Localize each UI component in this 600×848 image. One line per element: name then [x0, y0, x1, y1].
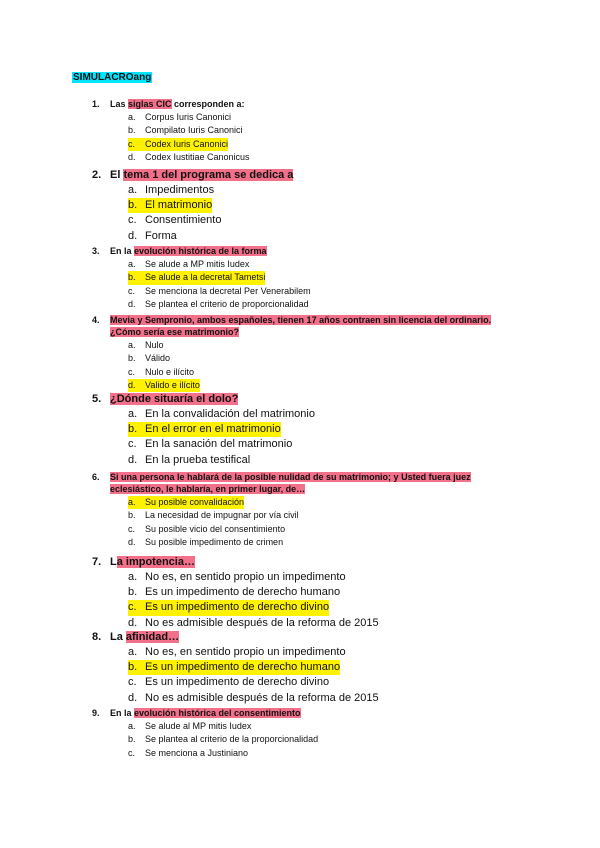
option: d. Valido e ilícito — [128, 379, 532, 392]
highlight: Mevia y Sempronio, ambos españoles, tienen 17 años contraen sin licencia del ordinario. — [110, 315, 492, 325]
option-list — [128, 645, 532, 706]
option: b. Se alude a la decretal Tametsi — [128, 271, 532, 284]
option: d. En la prueba testifical — [128, 453, 251, 466]
highlight: ¿Dónde situaría el dolo? — [110, 393, 239, 405]
option-list — [128, 407, 532, 468]
option: b. Es un impedimento de derecho humano — [128, 586, 341, 599]
highlight: ¿Cómo sería ese matrimonio? — [110, 327, 240, 337]
option: a. Impedimentos — [128, 184, 215, 196]
option: a. Se alude al MP mitis Iudex — [128, 721, 252, 731]
highlight: tema 1 del programa se dedica a — [123, 169, 294, 181]
question-9: 9. En la evolución histórica del consentimiento a. Se alude al MP mitis Iudex b. Se plantea al criterio de la proporcionalidad c. Se menciona a Justiniano — [92, 707, 532, 760]
option: d. Su posible impedimento de crimen — [128, 536, 284, 547]
option: a. En la convalidación del matrimonio — [128, 408, 315, 420]
highlighted-answer: En el error en el matrimonio — [145, 422, 281, 437]
option: d. No es admisible después de la reforma de 2015 — [128, 616, 379, 629]
option: a. Corpus Iuris Canonici — [128, 112, 232, 122]
option: a. Se alude a MP mitis Iudex — [128, 259, 250, 269]
question-8: 8. La afinidad… a. No es, en sentido propio un impedimento b. Es un impedimento de derecho humano c. Es un impedimento de derecho divino d. No es admisible después de la reforma de 2015 — [92, 631, 532, 706]
document-title: SIMULACROang — [73, 72, 152, 83]
question-number: 3. — [92, 246, 100, 256]
question-5 — [92, 393, 532, 468]
option: c. Su posible vicio del consentimiento — [128, 523, 286, 534]
question-1: 1. Las siglas CIC corresponden a: a. Corpus Iuris Canonici b. Compilato Iuris Canonici c. Codex Iuris Canonici d. Codex Iustitiae Canonicus — [92, 98, 532, 164]
highlighted-answer: Se alude a la decretal Tametsi — [145, 271, 265, 284]
question-number: 7. — [92, 556, 102, 568]
option: b. La necesidad de impugnar por vía civil — [128, 510, 299, 521]
question-number: 5. — [92, 393, 102, 405]
question-number: 6. — [92, 472, 100, 482]
highlighted-answer: Codex Iuris Canonici — [145, 138, 228, 151]
question-number: 4. — [92, 315, 100, 325]
option: a. Su posible convalidación — [128, 496, 532, 509]
highlight: siglas CIC — [128, 99, 172, 109]
highlighted-answer: Es un impedimento de derecho humano — [145, 660, 340, 675]
option: b. En el error en el matrimonio — [128, 422, 532, 437]
option: b. Válido — [128, 353, 171, 364]
option: d. Forma — [128, 229, 177, 242]
option-list — [128, 111, 532, 164]
option-list — [128, 496, 532, 549]
option: c. Codex Iuris Canonici — [128, 138, 532, 151]
highlight: eclesiástico, le hablaría, en primer lugar, de… — [110, 484, 306, 494]
option: d. Se plantea el criterio de proporcionalidad — [128, 298, 309, 309]
question-6 — [92, 471, 532, 549]
option: c. Nulo e ilícito — [128, 366, 195, 377]
question-number: 2. — [92, 169, 102, 181]
option-list — [128, 183, 532, 244]
option: c. Se menciona la decretal Per Venerabilem — [128, 285, 311, 296]
question-3: 3. En la evolución histórica de la forma a. Se alude a MP mitis Iudex b. Se alude a la decretal Tametsi c. Se menciona la decretal Per Venerabilem d. Se plantea el criterio de proporcionalidad — [92, 245, 532, 311]
option: a. No es, en sentido propio un impedimento — [128, 646, 346, 658]
option-list — [128, 570, 532, 631]
option-list — [128, 720, 532, 760]
option-list — [128, 258, 532, 311]
highlighted-answer: Valido e ilícito — [145, 379, 200, 392]
option: b. Compilato Iuris Canonici — [128, 125, 243, 136]
option: c. Consentimiento — [128, 214, 222, 227]
question-4 — [92, 314, 532, 392]
highlighted-answer: Es un impedimento de derecho divino — [145, 600, 329, 615]
option-list — [128, 339, 532, 392]
option: c. En la sanación del matrimonio — [128, 438, 293, 451]
highlight: afinidad… — [125, 631, 180, 643]
highlight: a impotencia… — [116, 556, 195, 568]
question-number: 1. — [92, 99, 100, 109]
option: d. Codex Iustitiae Canonicus — [128, 151, 250, 162]
question-number: 9. — [92, 708, 100, 718]
question-number: 8. — [92, 631, 102, 643]
option: b. Se plantea al criterio de la proporcionalidad — [128, 734, 319, 745]
option: a. Nulo — [128, 340, 164, 350]
option: b. El matrimonio — [128, 198, 532, 213]
question-7: 7. La impotencia… a. No es, en sentido propio un impedimento b. Es un impedimento de derecho humano c. Es un impedimento de derecho divino d. No es admisible después de la reforma de 2015 — [92, 556, 532, 631]
option: a. No es, en sentido propio un impedimento — [128, 571, 346, 583]
option: d. No es admisible después de la reforma de 2015 — [128, 691, 379, 704]
highlight: evolución histórica de la forma — [134, 246, 267, 256]
highlight: evolución histórica del consentimiento — [134, 708, 301, 718]
option: b. Es un impedimento de derecho humano — [128, 660, 532, 675]
question-2: 2. El tema 1 del programa se dedica a a. Impedimentos b. El matrimonio c. Consentimiento d. Forma — [92, 169, 532, 244]
highlight: Si una persona le hablará de la posible nulidad de su matrimonio; y Usted fuera juez — [110, 472, 471, 482]
option: c. Se menciona a Justiniano — [128, 747, 249, 758]
highlighted-answer: El matrimonio — [145, 198, 212, 213]
option: c. Es un impedimento de derecho divino — [128, 676, 330, 689]
highlighted-answer: Su posible convalidación — [145, 496, 244, 509]
option: c. Es un impedimento de derecho divino — [128, 600, 532, 615]
